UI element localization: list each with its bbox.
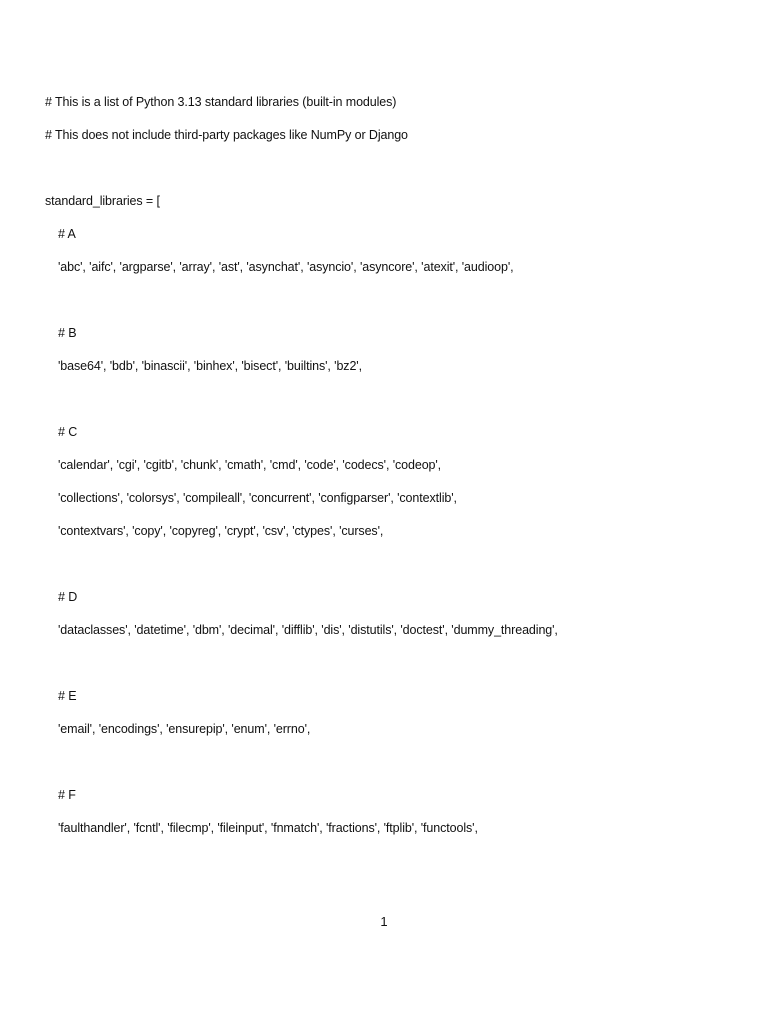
comment-line-2: # This does not include third-party packages like NumPy or Django bbox=[45, 128, 408, 142]
module-line-a1: 'abc', 'aifc', 'argparse', 'array', 'ast', 'asynchat', 'asyncio', 'asyncore', 'atexit', 'audioop', bbox=[58, 260, 514, 274]
section-heading-a: # A bbox=[58, 227, 76, 241]
list-declaration: standard_libraries = [ bbox=[45, 194, 160, 208]
module-line-e1: 'email', 'encodings', 'ensurepip', 'enum', 'errno', bbox=[58, 722, 311, 736]
section-heading-b: # B bbox=[58, 326, 77, 340]
module-line-c1: 'calendar', 'cgi', 'cgitb', 'chunk', 'cmath', 'cmd', 'code', 'codecs', 'codeop', bbox=[58, 458, 442, 472]
module-line-b1: 'base64', 'bdb', 'binascii', 'binhex', 'bisect', 'builtins', 'bz2', bbox=[58, 359, 362, 373]
section-heading-f: # F bbox=[58, 788, 76, 802]
section-heading-d: # D bbox=[58, 590, 78, 604]
page-number: 1 bbox=[380, 914, 388, 929]
section-heading-c: # C bbox=[58, 425, 78, 439]
comment-line-1: # This is a list of Python 3.13 standard libraries (built-in modules) bbox=[45, 95, 397, 109]
module-line-d1: 'dataclasses', 'datetime', 'dbm', 'decimal', 'difflib', 'dis', 'distutils', 'doctest', 'dummy_threading', bbox=[58, 623, 558, 637]
module-line-c3: 'contextvars', 'copy', 'copyreg', 'crypt', 'csv', 'ctypes', 'curses', bbox=[58, 524, 384, 538]
module-line-c2: 'collections', 'colorsys', 'compileall', 'concurrent', 'configparser', 'contextlib', bbox=[58, 491, 457, 505]
section-heading-e: # E bbox=[58, 689, 77, 703]
module-line-f1: 'faulthandler', 'fcntl', 'filecmp', 'fileinput', 'fnmatch', 'fractions', 'ftplib', 'functools', bbox=[58, 821, 478, 835]
